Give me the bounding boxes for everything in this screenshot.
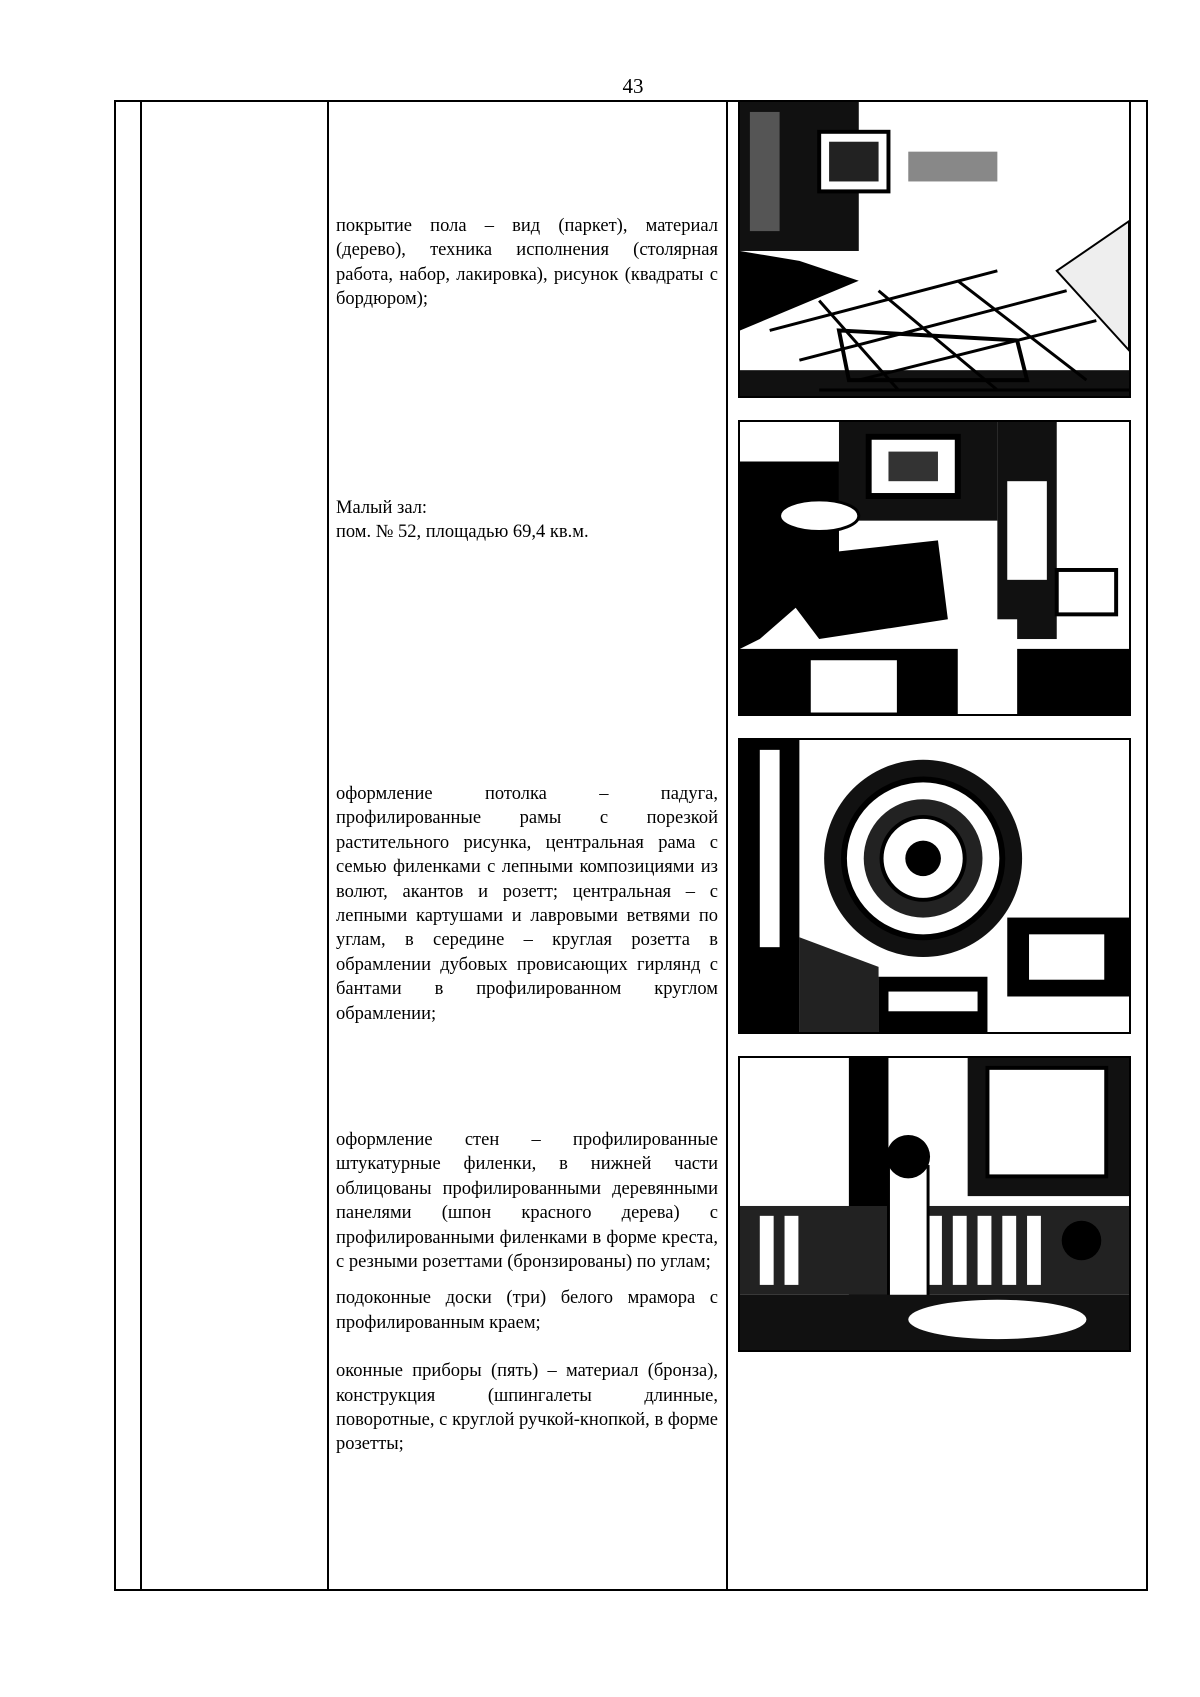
room-area: пом. № 52, площадью 69,4 кв.м. [336, 522, 589, 543]
room-title: Малый зал: [336, 498, 428, 518]
column-divider-1 [140, 100, 142, 1591]
paragraph: оформление стен – профилированные штукатурные филенки, в нижней части облицованы профилированными деревянными панелями (шпон красного дерева) с профилированными филенками в форме креста, с резными розеттами (бронзированы) по углам; [336, 1130, 718, 1273]
floor-description [336, 214, 718, 312]
ceiling-photo [738, 738, 1131, 1034]
hall-photo [738, 420, 1131, 716]
column-divider-2 [327, 100, 329, 1591]
floor-photo [738, 102, 1131, 398]
ceiling-description [336, 782, 718, 1026]
wall-photo [738, 1056, 1131, 1352]
walls-description [336, 1128, 718, 1457]
table-left-border [114, 100, 116, 1591]
paragraph: подоконные доски (три) белого мрамора с профилированным краем; [336, 1288, 718, 1333]
page-number: 43 [622, 74, 644, 98]
paragraph: оконные приборы (пять) – материал (бронза), конструкция (шпингалеты длинные, поворотные, с круглой ручкой-кнопкой, в форме розетты; [336, 1361, 718, 1455]
paragraph: оформление потолка – падуга, профилированные рамы с порезкой растительного рисунка, центральная рама с семью филенками с лепными композициями из волют, акантов и розетт; центральная – с лепными картушами и лавровыми ветвями по углам, в середине – круглая розетта в обрамлении дубовых провисающих гирлянд с бантами в профилированном круглом обрамлении; [336, 784, 718, 1024]
paragraph: покрытие пола – вид (паркет), материал (дерево), техника исполнения (столярная работа, набор, лакировка), рисунок (квадраты с бордюром); [336, 216, 718, 310]
room-heading [336, 496, 718, 545]
column-divider-3 [726, 100, 728, 1591]
table-right-border [1146, 100, 1148, 1591]
